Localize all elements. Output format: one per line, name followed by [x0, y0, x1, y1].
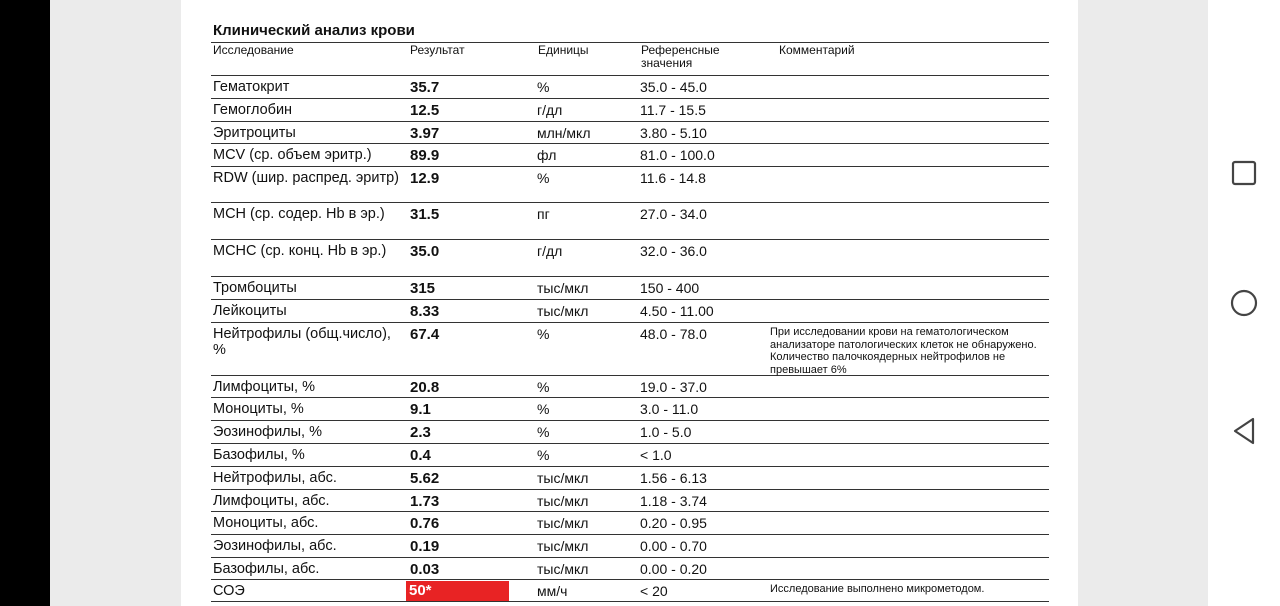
circle-icon	[1230, 289, 1258, 317]
test-unit: %	[537, 79, 550, 95]
reference-range: 3.0 - 11.0	[640, 401, 699, 417]
reference-range: 35.0 - 45.0	[640, 79, 707, 95]
test-name: Моноциты, абс.	[213, 515, 319, 531]
test-name: Лейкоциты	[213, 303, 287, 319]
table-row	[211, 557, 1049, 579]
test-unit: мм/ч	[537, 583, 568, 599]
table-row	[211, 202, 1049, 239]
reference-range: 27.0 - 34.0	[640, 206, 707, 222]
table-row	[211, 166, 1049, 202]
test-unit: тыс/мкл	[537, 538, 589, 554]
table-row	[211, 322, 1049, 375]
test-result: 315	[410, 280, 436, 297]
test-name: MCV (ср. объем эритр.)	[213, 147, 372, 163]
test-name: Тромбоциты	[213, 280, 297, 296]
report-title: Клинический анализ крови	[213, 22, 415, 39]
reference-range: 0.00 - 0.70	[640, 538, 707, 554]
test-unit: тыс/мкл	[537, 515, 589, 531]
test-unit: тыс/мкл	[537, 470, 589, 486]
table-row	[211, 443, 1049, 466]
test-result: 89.9	[410, 147, 440, 164]
test-unit: пг	[537, 206, 550, 222]
column-header-reference: Референсные значения	[641, 43, 720, 70]
test-result: 1.73	[410, 493, 440, 510]
reference-range: 150 - 400	[640, 280, 700, 296]
test-result: 0.03	[410, 561, 440, 578]
table-row	[211, 75, 1049, 98]
table-row	[211, 420, 1049, 443]
reference-range: 0.20 - 0.95	[640, 515, 707, 531]
test-result: 8.33	[410, 303, 440, 320]
test-name: Нейтрофилы (общ.число), %	[213, 326, 391, 358]
test-unit: тыс/мкл	[537, 561, 589, 577]
column-header-result: Результат	[410, 43, 465, 57]
test-unit: тыс/мкл	[537, 303, 589, 319]
reference-range: < 1.0	[640, 447, 672, 463]
test-result: 12.9	[410, 170, 440, 187]
test-name: MCHC (ср. конц. Hb в эр.)	[213, 243, 387, 259]
table-row	[211, 239, 1049, 276]
reference-range: 19.0 - 37.0	[640, 379, 707, 395]
table-row	[211, 375, 1049, 397]
square-icon	[1231, 160, 1257, 186]
table-row	[211, 466, 1049, 489]
home-button[interactable]	[1226, 285, 1262, 321]
test-unit: тыс/мкл	[537, 280, 589, 296]
reference-range: 1.18 - 3.74	[640, 493, 707, 509]
test-name: Нейтрофилы, абс.	[213, 470, 337, 486]
test-result: 3.97	[410, 125, 440, 142]
test-comment: При исследовании крови на гематологическом анализаторе патологических клеток не обнаружено. Количество палочкоядерных нейтрофилов не превышает 6%	[770, 326, 1037, 376]
table-row	[211, 397, 1049, 420]
test-name: Гемоглобин	[213, 102, 293, 118]
flagged-result: 50*	[406, 581, 509, 601]
test-name: СОЭ	[213, 583, 245, 599]
test-result: 12.5	[410, 102, 440, 119]
table-rule	[211, 42, 1049, 43]
column-header-test: Исследование	[213, 43, 294, 57]
test-result: 0.76	[410, 515, 440, 532]
reference-range: 1.56 - 6.13	[640, 470, 707, 486]
test-unit: тыс/мкл	[537, 493, 589, 509]
table-row	[211, 579, 1049, 601]
test-unit: %	[537, 401, 550, 417]
test-comment: Исследование выполнено микрометодом.	[770, 583, 985, 595]
table-row	[211, 299, 1049, 322]
table-rule	[211, 601, 1049, 602]
test-name: MCH (ср. содер. Hb в эр.)	[213, 206, 385, 222]
table-row	[211, 511, 1049, 534]
test-name: Лимфоциты, абс.	[213, 493, 330, 509]
test-result: 67.4	[410, 326, 440, 343]
table-row	[211, 98, 1049, 121]
table-row	[211, 534, 1049, 557]
android-nav-bar	[1208, 0, 1280, 606]
test-result: 0.4	[410, 447, 431, 464]
reference-range: 11.7 - 15.5	[640, 102, 706, 118]
reference-range: 3.80 - 5.10	[640, 125, 707, 141]
test-result: 35.7	[410, 79, 440, 96]
reference-range: 48.0 - 78.0	[640, 326, 707, 342]
test-unit: фл	[537, 147, 557, 163]
test-result: 20.8	[410, 379, 440, 396]
reference-range: 4.50 - 11.00	[640, 303, 714, 319]
column-header-comment: Комментарий	[779, 43, 855, 57]
test-unit: %	[537, 379, 550, 395]
test-unit: %	[537, 170, 550, 186]
test-result: 31.5	[410, 206, 440, 223]
reference-range: 11.6 - 14.8	[640, 170, 706, 186]
reference-range: 81.0 - 100.0	[640, 147, 715, 163]
reference-range: < 20	[640, 583, 668, 599]
table-row	[211, 489, 1049, 511]
test-name: Базофилы, %	[213, 447, 305, 463]
reference-range: 32.0 - 36.0	[640, 243, 707, 259]
test-unit: %	[537, 326, 550, 342]
test-result: 9.1	[410, 401, 431, 418]
test-name: Эозинофилы, абс.	[213, 538, 337, 554]
back-button[interactable]	[1226, 413, 1262, 449]
left-black-bar	[0, 0, 50, 606]
test-unit: г/дл	[537, 243, 563, 259]
recents-button[interactable]	[1226, 155, 1262, 191]
reference-range: 0.00 - 0.20	[640, 561, 707, 577]
test-name: Лимфоциты, %	[213, 379, 315, 395]
test-unit: млн/мкл	[537, 125, 591, 141]
table-row	[211, 121, 1049, 143]
test-unit: г/дл	[537, 102, 563, 118]
table-row	[211, 276, 1049, 299]
table-row	[211, 143, 1049, 166]
test-name: Моноциты, %	[213, 401, 304, 417]
test-name: Гематокрит	[213, 79, 290, 95]
column-header-units: Единицы	[538, 43, 589, 57]
test-unit: %	[537, 424, 550, 440]
test-name: Эритроциты	[213, 125, 296, 141]
test-unit: %	[537, 447, 550, 463]
test-result: 5.62	[410, 470, 440, 487]
test-result: 0.19	[410, 538, 440, 555]
test-result: 35.0	[410, 243, 440, 260]
triangle-back-icon	[1231, 416, 1257, 446]
test-name: RDW (шир. распред. эритр)	[213, 170, 399, 186]
test-name: Эозинофилы, %	[213, 424, 323, 440]
test-name: Базофилы, абс.	[213, 561, 320, 577]
reference-range: 1.0 - 5.0	[640, 424, 692, 440]
test-result: 2.3	[410, 424, 431, 441]
